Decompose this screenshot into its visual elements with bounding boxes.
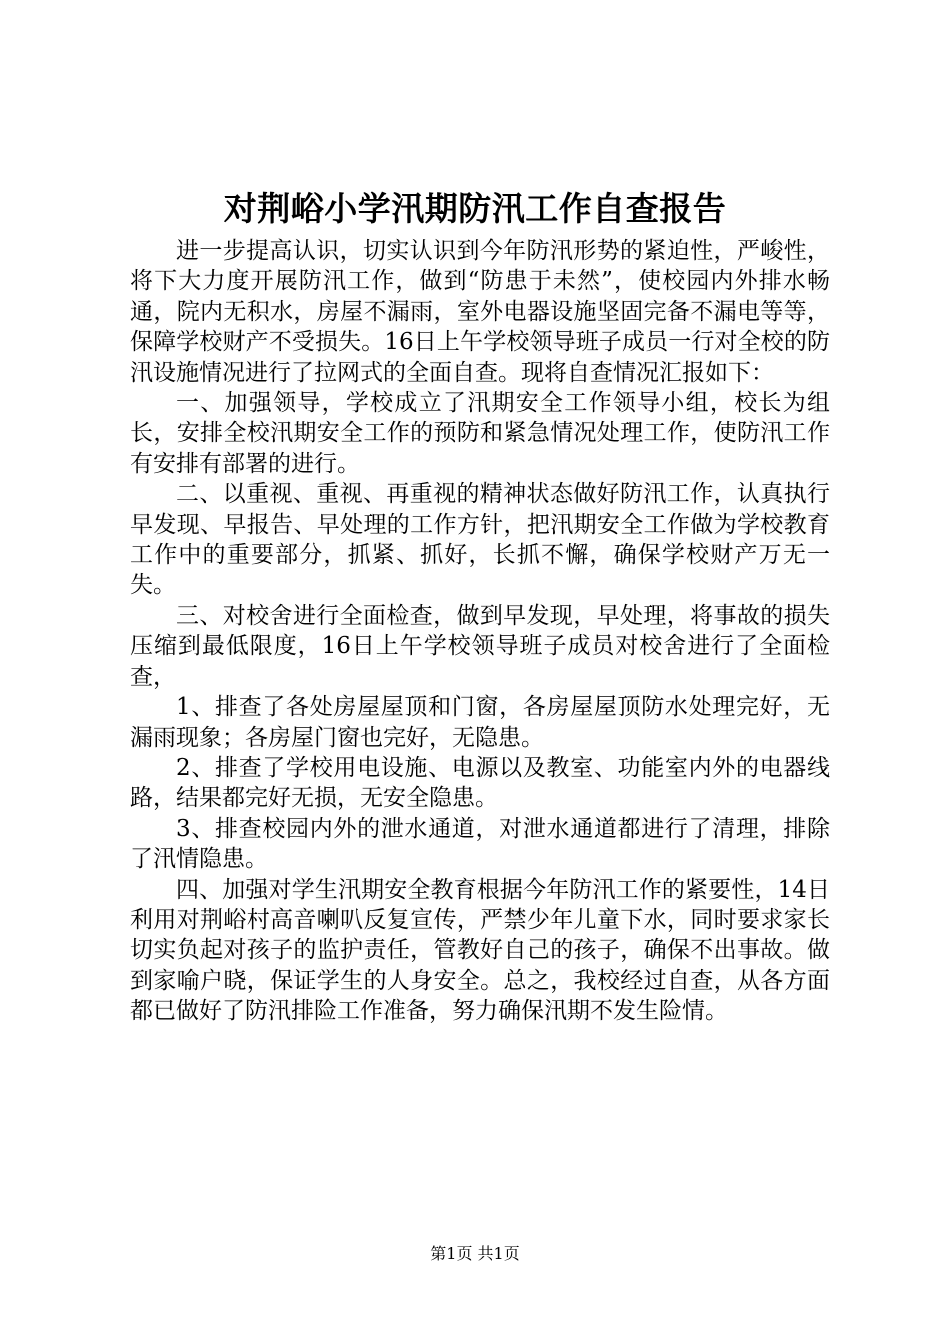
section-2-paragraph: 二、以重视、重视、再重视的精神状态做好防汛工作，认真执行早发现、早报告、早处理的工作方针，把汛期安全工作做为学校教育工作中的重要部分，抓紧、抓好，长抓不懈，确保学校财产万无一失。 xyxy=(130,481,830,599)
section-4-paragraph: 四、加强对学生汛期安全教育根据今年防汛工作的紧要性，14日利用对荆峪村高音喇叭反复宣传，严禁少年儿童下水，同时要求家长切实负起对孩子的监护责任，管教好自己的孩子，确保不出事故。做到家喻户晓，保证学生的人身安全。总之，我校经过自查，从各方面都已做好了防汛排险工作准备，努力确保汛期不发生险情。 xyxy=(130,876,830,1025)
page-title: 对荆峪小学汛期防汛工作自查报告 xyxy=(223,189,727,228)
document-body xyxy=(130,236,830,1027)
item-3-paragraph: 3、排查校园内外的泄水通道，对泄水通道都进行了清理，排除了汛情隐患。 xyxy=(130,815,830,873)
section-3-paragraph: 三、对校舍进行全面检查，做到早发现，早处理，将事故的损失压缩到最低限度，16日上午学校领导班子成员对校舍进行了全面检查， xyxy=(130,602,830,690)
item-1-paragraph: 1、排查了各处房屋屋顶和门窗，各房屋屋顶防水处理完好，无漏雨现象；各房屋门窗也完好，无隐患。 xyxy=(130,694,830,751)
page-footer: 第1页 共1页 xyxy=(430,1244,520,1263)
section-1-paragraph: 一、加强领导，学校成立了汛期安全工作领导小组，校长为组长，安排全校汛期安全工作的预防和紧急情况处理工作，使防汛工作有安排有部署的进行。 xyxy=(130,390,830,477)
intro-paragraph: 进一步提高认识，切实认识到今年防汛形势的紧迫性，严峻性，将下大力度开展防汛工作，做到“防患于未然”，使校园内外排水畅通，院内无积水，房屋不漏雨，室外电器设施坚固完备不漏电等等，保障学校财产不受损失。16日上午学校领导班子成员一行对全校的防汛设施情况进行了拉网式的全面自查。现将自查情况汇报如下： xyxy=(130,238,830,386)
item-2-paragraph: 2、排查了学校用电设施、电源以及教室、功能室内外的电器线路，结果都完好无损，无安全隐患。 xyxy=(130,754,830,812)
